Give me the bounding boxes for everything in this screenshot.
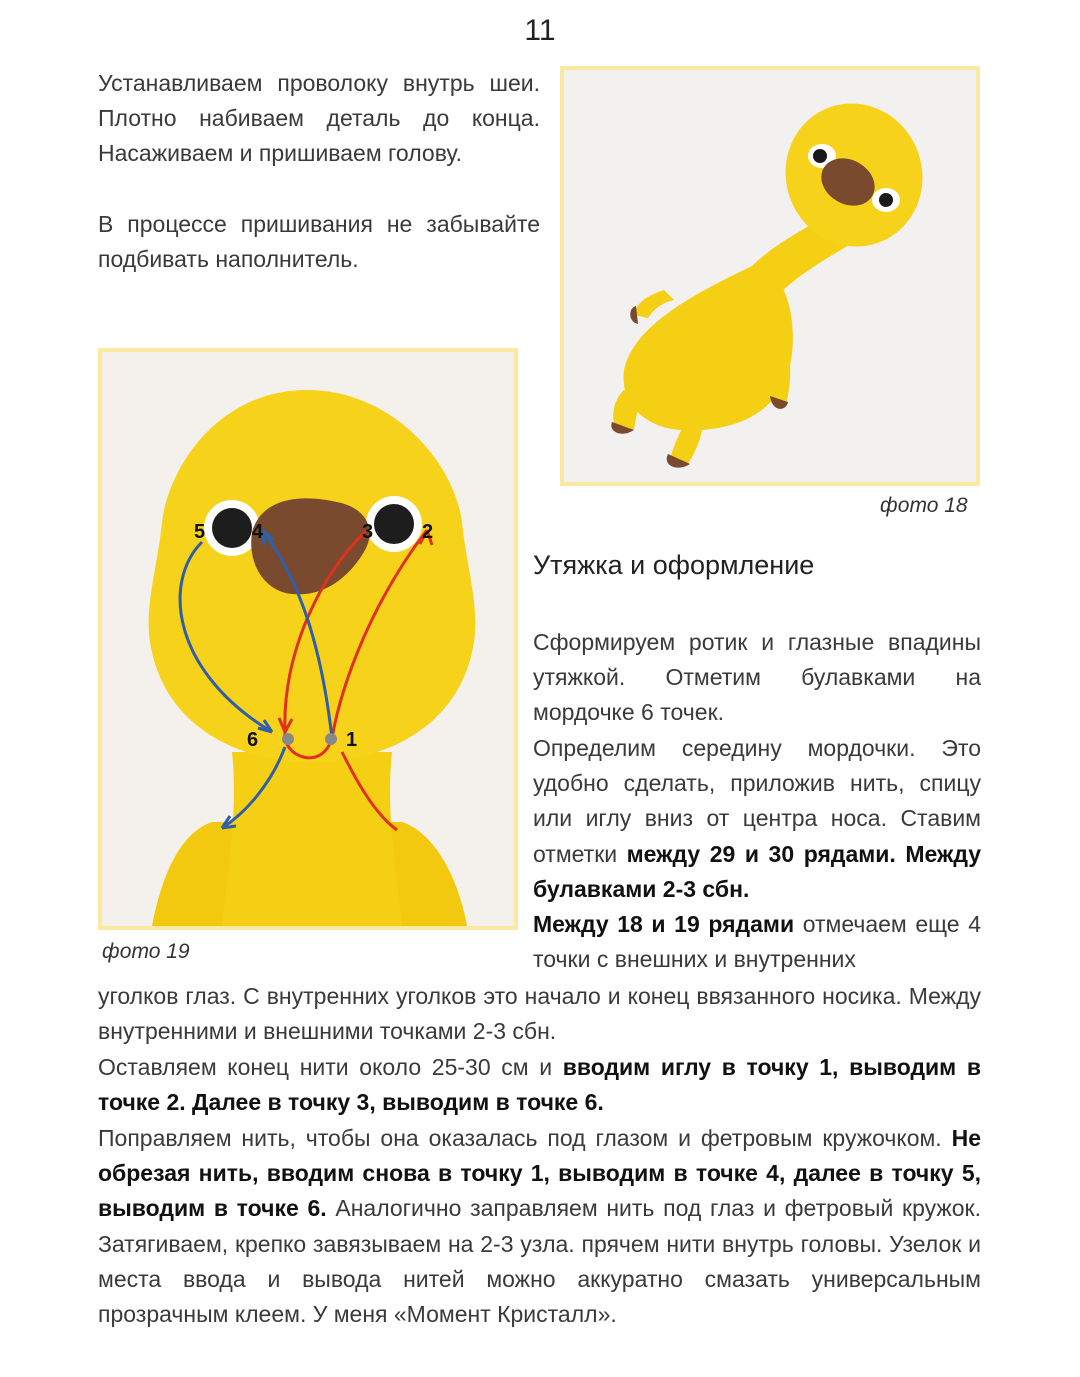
duck-face-diagram xyxy=(102,352,514,926)
point-label-6: 6 xyxy=(247,729,259,751)
section-paragraph-3-start xyxy=(533,907,981,977)
point-label-2: 2 xyxy=(422,521,434,543)
point-label-4: 4 xyxy=(252,521,264,543)
p3-text: отмечаем еще 4 точки с внешних и внутренних xyxy=(533,911,982,973)
p2-bold: между 29 и 30 рядами. Между булавками 2-3 сбн. xyxy=(533,840,981,902)
intro-paragraph-2: В процессе пришивания не забывайте подбивать наполнитель. xyxy=(98,211,540,273)
section-paragraph-5 xyxy=(98,1121,981,1332)
section-paragraph-4 xyxy=(98,1050,981,1120)
p3-bold: Между 18 и 19 рядами xyxy=(533,911,795,937)
photo-19 xyxy=(98,348,518,930)
section-paragraph-1: Сформируем ротик и глазные впадины утяжкой. Отметим булавками на мордочке 6 точек. xyxy=(533,629,981,726)
photo-18 xyxy=(560,66,980,486)
section-title: Утяжка и оформление xyxy=(533,550,815,580)
duck-toy-illustration xyxy=(564,70,976,482)
point-label-5: 5 xyxy=(194,521,206,543)
section-paragraph-2 xyxy=(533,731,981,907)
section-paragraph-3-end: уголков глаз. С внутренних уголков это начало и конец ввязанного носика. Между внутренними и внешними точками 2-3 сбн. xyxy=(98,983,981,1045)
p2-text: Определим середину мордочки. Это удобно сделать, приложив нить, спицу или иглу вниз от центра носа. Ставим отметки xyxy=(533,735,981,867)
p4-text: Оставляем конец нити около 25-30 см и xyxy=(98,1054,563,1080)
photo-18-caption: фото 18 xyxy=(880,494,968,517)
point-label-1: 1 xyxy=(346,729,358,751)
photo-19-caption: фото 19 xyxy=(102,940,190,963)
intro-paragraph-1: Устанавливаем проволоку внутрь шеи. Плотно набиваем деталь до конца. Насаживаем и пришиваем голову. xyxy=(98,70,540,167)
page-number: 11 xyxy=(524,14,556,47)
p4-bold: вводим иглу в точку 1, выводим в точке 2. Далее в точку 3, выводим в точке 6. xyxy=(98,1054,981,1116)
point-label-3: 3 xyxy=(362,521,374,543)
p5-text-c: Аналогично заправляем нить под глаз и фетровый кружок. Затягиваем, крепко завязываем на 2-3 узла. прячем нити внутрь головы. Узелок и места ввода и вывода нитей можно аккуратно смазать универсальным прозрачным клеем. У меня «Момент Кристалл». xyxy=(98,1195,981,1328)
p5-bold: Не обрезая нить, вводим снова в точку 1, выводим в точке 4, далее в точку 5, выводим в точке 6. xyxy=(98,1125,981,1222)
p5-text-a: Поправляем нить, чтобы она оказалась под глазом и фетровым кружочком. xyxy=(98,1125,952,1151)
